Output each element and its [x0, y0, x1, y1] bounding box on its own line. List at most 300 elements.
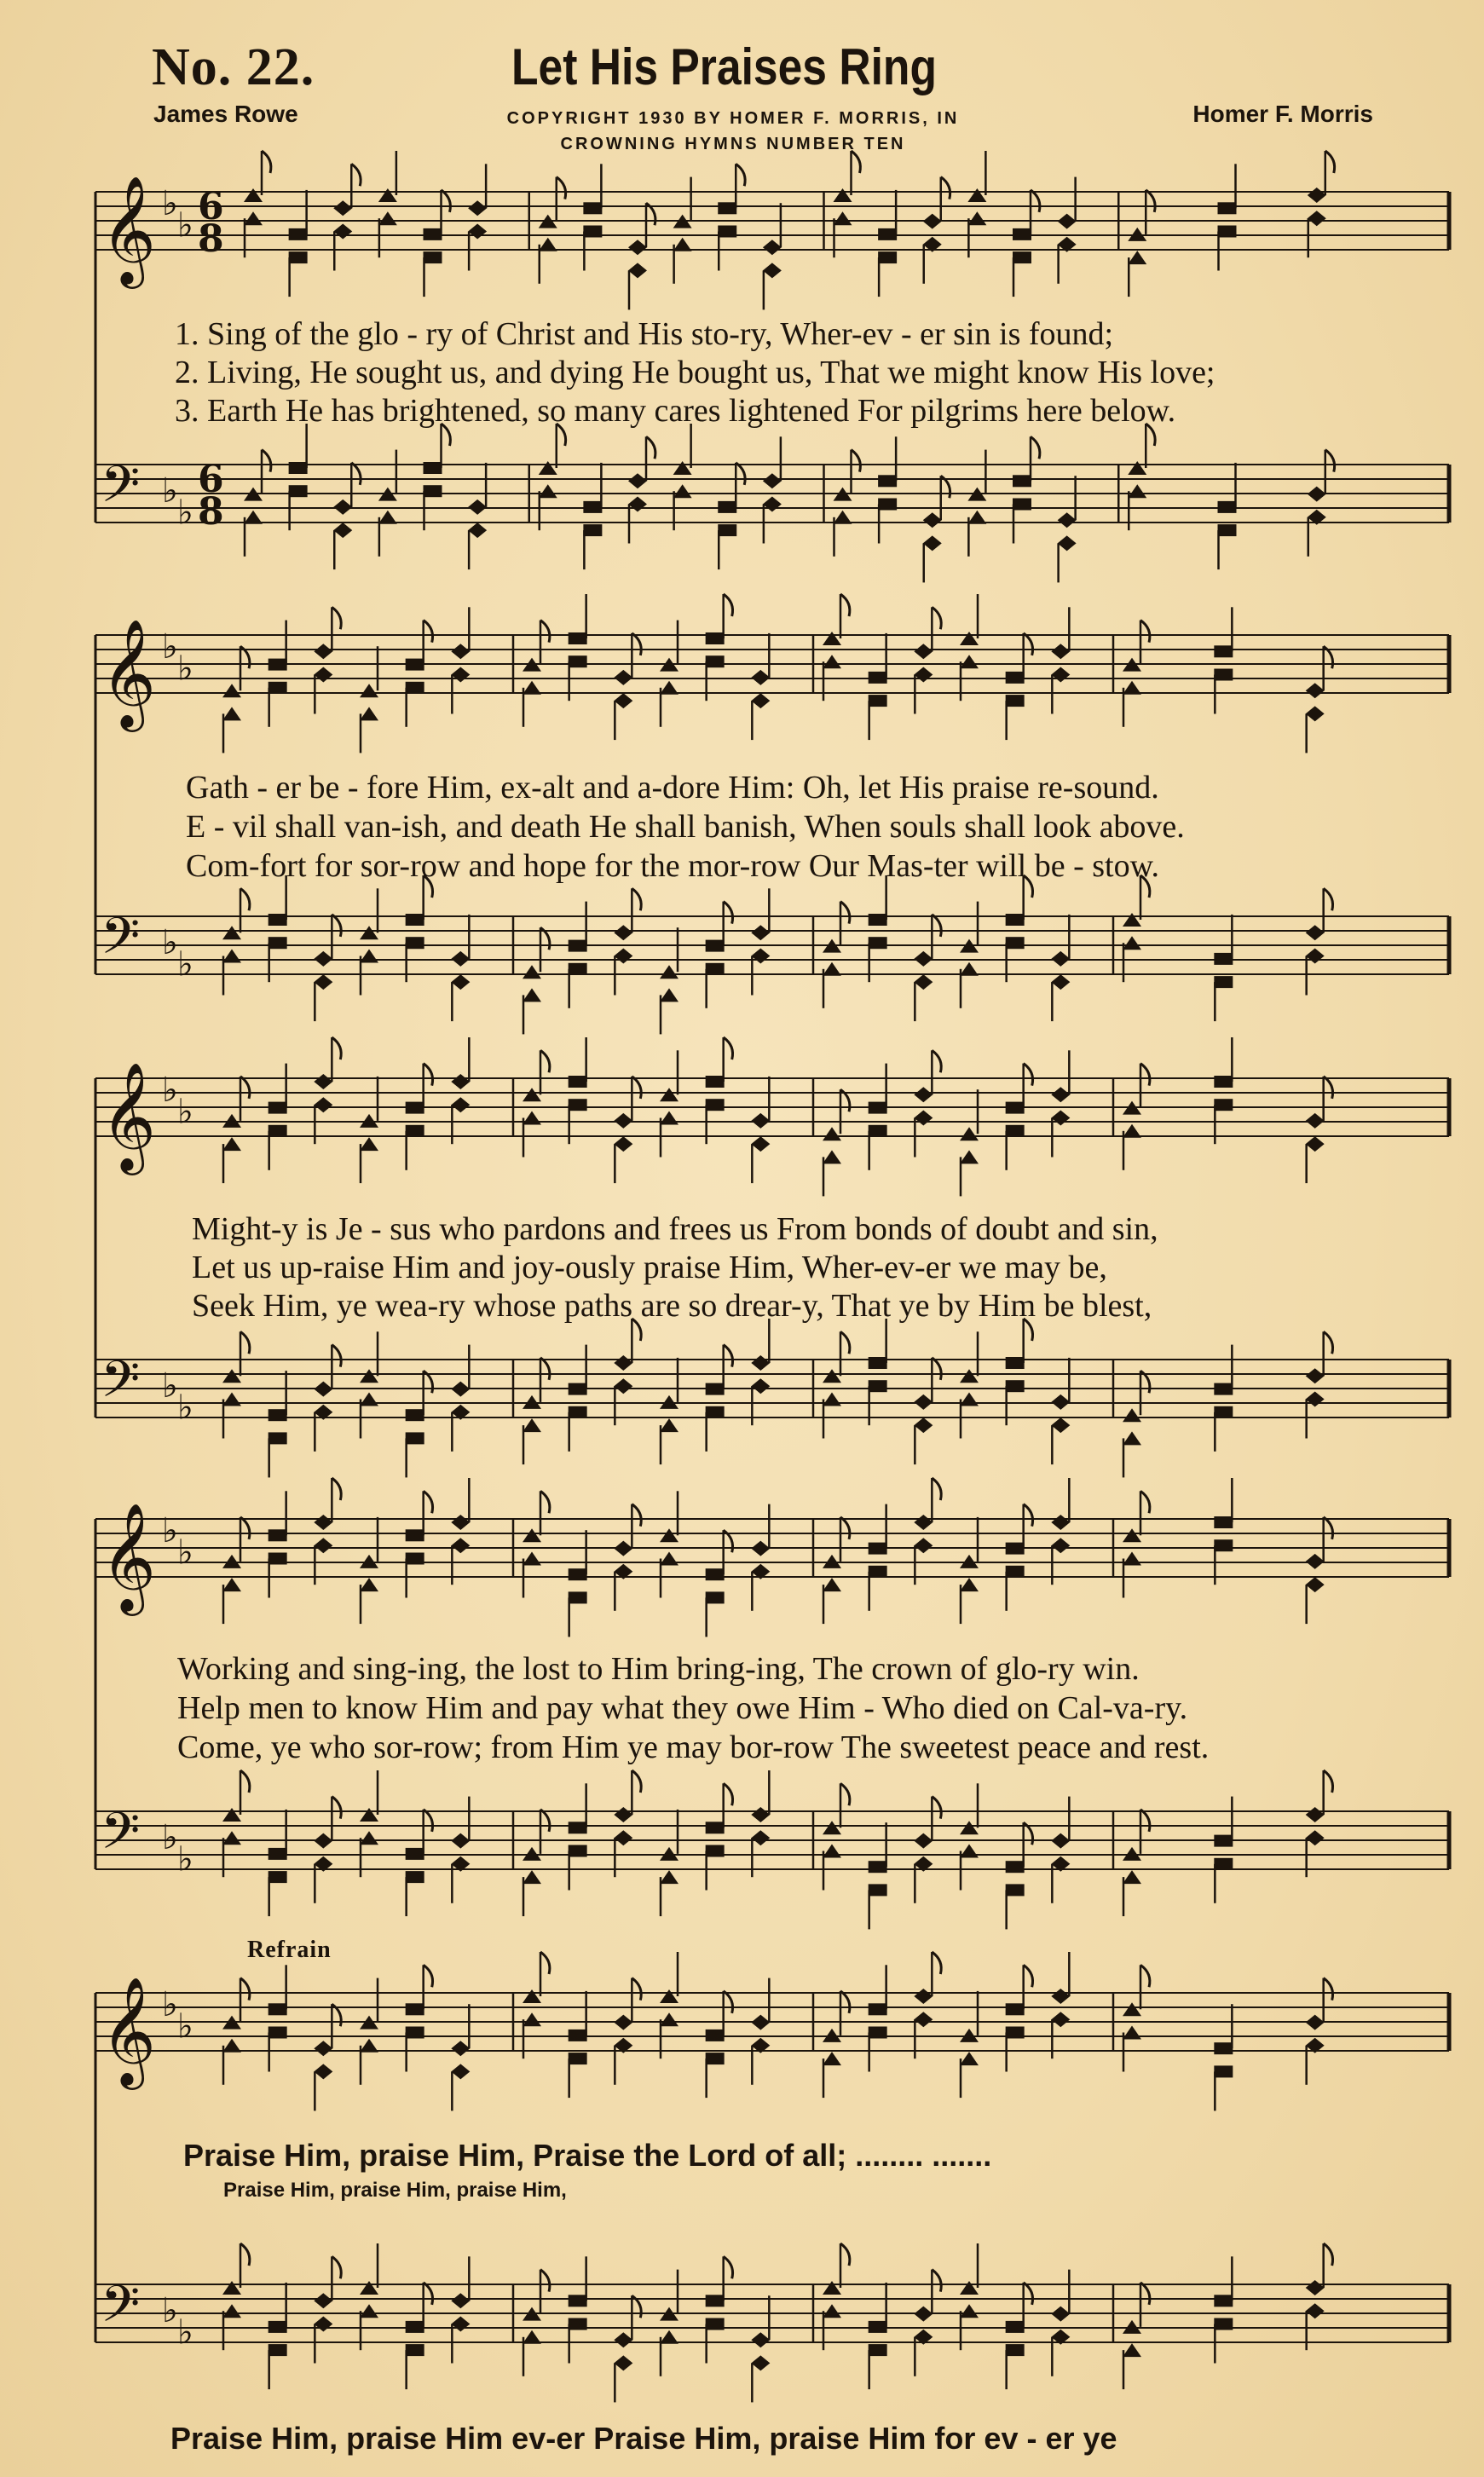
note-flag	[1325, 450, 1335, 472]
shape-note	[960, 1369, 979, 1383]
shape-note	[468, 499, 487, 515]
note-flag	[840, 902, 850, 924]
shape-note	[763, 263, 782, 278]
shape-note	[763, 240, 782, 255]
verse-2-line-1: 2. Living, He sought us, and dying He bought us, That we might know His love;	[175, 355, 1215, 390]
shape-note	[1006, 1102, 1025, 1114]
verse-3-line-4: Come, ye who sor-row; from Him ye may bor-row The sweetest peace and rest.	[177, 1729, 1210, 1765]
verse-2-line-2: E - vil shall van-ish, and death He shall banish, When souls shall look above.	[186, 809, 1185, 845]
shape-note	[451, 2293, 470, 2308]
shape-note	[751, 2355, 770, 2370]
shape-note	[314, 2317, 332, 2332]
shape-note	[1214, 976, 1233, 988]
time-signature-bottom: 8	[198, 217, 224, 261]
note-flag	[1324, 888, 1333, 910]
shape-note	[1214, 2065, 1233, 2077]
time-signature-top: 6	[198, 458, 224, 501]
shape-note	[569, 940, 587, 952]
treble-clef-icon: 𝄞	[101, 1976, 157, 2085]
shape-note	[628, 497, 647, 512]
note-flag	[540, 1050, 550, 1072]
flat-icon: ♭	[177, 1533, 193, 1573]
shape-note	[1051, 1087, 1070, 1102]
shape-note	[1006, 1125, 1025, 1137]
shape-note	[660, 681, 678, 695]
shape-note	[878, 251, 897, 263]
flat-icon: ♭	[162, 2291, 178, 2330]
shape-note	[269, 2344, 287, 2356]
shape-note	[222, 707, 241, 720]
shape-note	[1123, 913, 1141, 927]
shape-note	[751, 693, 770, 708]
shape-note	[869, 2003, 887, 2015]
note-flag	[932, 607, 941, 629]
shape-note	[914, 644, 933, 659]
shape-note	[539, 238, 557, 251]
shape-note	[1006, 1861, 1025, 1873]
shape-note	[222, 2039, 241, 2053]
verse-2-line-4: Help men to know Him and pay what they owe Him - Who died on Cal-va-ry.	[177, 1690, 1188, 1726]
note-flag	[442, 190, 451, 212]
shape-note	[823, 2281, 841, 2295]
shape-note	[960, 1821, 979, 1834]
shape-note	[1306, 2280, 1325, 2295]
verse-1-line-3: Might-y is Je - sus who pardons and frees us From bonds of doubt and sin,	[192, 1211, 1158, 1247]
note-flag	[424, 1064, 433, 1086]
shape-note	[569, 632, 587, 644]
shape-note	[869, 1102, 887, 1114]
shape-note	[673, 238, 692, 251]
flat-icon: ♭	[162, 1985, 178, 2024]
shape-note	[269, 1553, 287, 1565]
note-flag	[840, 1517, 850, 1539]
verse-1-line-2: Gath - er be - fore Him, ex-alt and a-dore Him: Oh, let His praise re-sound.	[186, 770, 1159, 805]
note-flag	[1024, 2283, 1033, 2305]
shape-note	[1051, 1394, 1070, 1410]
note-flag	[736, 463, 745, 485]
shape-note	[1006, 2003, 1025, 2015]
shape-note	[869, 1380, 887, 1392]
shape-note	[1051, 644, 1070, 659]
shape-note	[523, 1111, 541, 1125]
shape-note	[960, 1845, 979, 1858]
shape-note	[960, 655, 979, 668]
shape-note	[1051, 951, 1070, 967]
shape-note	[289, 462, 308, 474]
note-flag	[1324, 2243, 1333, 2266]
shape-note	[823, 1127, 841, 1140]
shape-note	[1006, 914, 1025, 926]
shape-note	[614, 2015, 632, 2030]
shape-note	[1051, 1417, 1070, 1433]
shape-note	[222, 2304, 241, 2318]
shape-note	[269, 682, 287, 694]
shape-note	[1308, 487, 1326, 502]
shape-note	[869, 1566, 887, 1578]
shape-note	[660, 1111, 678, 1125]
shape-note	[269, 1409, 287, 1421]
treble-clef-icon: 𝄞	[101, 618, 157, 727]
shape-note	[222, 1808, 241, 1822]
shape-note	[1006, 2027, 1025, 2039]
note-flag	[424, 1491, 433, 1513]
shape-note	[583, 202, 602, 214]
shape-note	[614, 1136, 632, 1152]
shape-note	[869, 914, 887, 926]
shape-note	[424, 485, 442, 497]
shape-note	[751, 1807, 770, 1822]
shape-note	[660, 1088, 678, 1101]
shape-note	[569, 2295, 587, 2307]
shape-note	[923, 535, 942, 551]
note-flag	[932, 1797, 941, 1819]
refrain-bass-text: Praise Him, praise Him ev-er Praise Him, praise Him for ev - er ye	[170, 2421, 1117, 2456]
shape-note	[1306, 2303, 1325, 2318]
note-flag	[424, 621, 433, 643]
shape-note	[1306, 683, 1325, 698]
shape-note	[1218, 226, 1237, 238]
shape-note	[751, 925, 770, 940]
shape-note	[869, 1543, 887, 1555]
shape-note	[614, 1807, 632, 1822]
shape-note	[823, 655, 841, 668]
shape-note	[706, 2030, 725, 2041]
shape-note	[751, 1136, 770, 1152]
note-flag	[240, 1978, 250, 2001]
shape-note	[1123, 1870, 1141, 1884]
shape-note	[869, 1357, 887, 1369]
shape-note	[1051, 1538, 1070, 1553]
shape-note	[1013, 499, 1031, 511]
refrain-soprano-text: Praise Him, praise Him, Praise the Lord of all; ........ .......	[183, 2138, 992, 2173]
shape-note	[706, 1568, 725, 1580]
shape-note	[914, 1538, 933, 1553]
shape-note	[539, 461, 557, 475]
shape-note	[967, 188, 986, 202]
shape-note	[569, 1383, 587, 1395]
shape-note	[706, 1383, 725, 1395]
shape-note	[823, 1578, 841, 1591]
verse-3-line-2: Com-fort for sor-row and hope for the mor-row Our Mas-ter will be - stow.	[186, 848, 1160, 884]
shape-note	[751, 2015, 770, 2030]
shape-note	[523, 2012, 541, 2026]
shape-note	[1218, 501, 1237, 513]
note-flag	[632, 1978, 641, 2001]
shape-note	[706, 1822, 725, 1833]
shape-note	[706, 2295, 725, 2307]
note-flag	[240, 1770, 250, 1793]
time-signature-top: 6	[198, 185, 224, 228]
shape-note	[1051, 1989, 1070, 2004]
shape-note	[451, 1538, 470, 1553]
shape-note	[222, 1555, 241, 1568]
shape-note	[424, 228, 442, 240]
shape-note	[406, 1871, 424, 1883]
shape-note	[378, 188, 397, 202]
shape-note	[406, 1553, 424, 1565]
shape-note	[1006, 695, 1025, 707]
note-flag	[736, 164, 745, 186]
shape-note	[1006, 1884, 1025, 1896]
note-flag	[240, 2243, 250, 2266]
shape-note	[869, 1125, 887, 1137]
shape-note	[1306, 1577, 1325, 1592]
note-flag	[932, 1478, 941, 1500]
shape-note	[1006, 1357, 1025, 1369]
shape-note	[763, 473, 782, 488]
shape-note	[823, 1845, 841, 1858]
composer-credit: Homer F. Morris	[1192, 101, 1373, 127]
shape-note	[869, 937, 887, 949]
note-flag	[724, 1991, 733, 2013]
note-flag	[424, 2283, 433, 2305]
shape-note	[960, 2304, 979, 2318]
shape-note	[914, 1515, 933, 1530]
shape-note	[222, 950, 241, 963]
shape-note	[660, 1395, 678, 1409]
shape-note	[960, 962, 979, 976]
shape-note	[823, 1369, 841, 1383]
shape-note	[1214, 953, 1233, 965]
shape-note	[1123, 2026, 1141, 2040]
shape-note	[360, 707, 378, 720]
note-flag	[1324, 1331, 1333, 1354]
shape-note	[914, 2307, 933, 2322]
shape-note	[468, 523, 487, 538]
shape-note	[1214, 1406, 1233, 1418]
shape-note	[1214, 2295, 1233, 2307]
bass-clef-icon: 𝄢	[101, 2274, 141, 2346]
refrain-echo-text: Praise Him, praise Him, praise Him,	[223, 2179, 567, 2202]
shape-note	[869, 2321, 887, 2333]
shape-note	[569, 2053, 587, 2064]
shape-note	[289, 228, 308, 240]
shape-note	[960, 1555, 979, 1568]
shape-note	[1058, 214, 1077, 229]
shape-note	[751, 1113, 770, 1129]
shape-note	[569, 1591, 587, 1603]
note-flag	[1031, 436, 1040, 459]
note-flag	[646, 436, 655, 459]
flat-icon: ♭	[177, 2312, 193, 2353]
shape-note	[378, 211, 397, 225]
shape-note	[1214, 1099, 1233, 1111]
shape-note	[751, 2332, 770, 2347]
shape-note	[523, 1552, 541, 1566]
shape-note	[834, 211, 852, 225]
note-flag	[724, 2256, 733, 2278]
note-flag	[632, 1077, 641, 1099]
note-flag	[1324, 1978, 1333, 2001]
note-flag	[332, 607, 341, 629]
note-flag	[840, 594, 850, 616]
shape-note	[751, 1541, 770, 1556]
shape-note	[269, 1848, 287, 1860]
flat-icon: ♭	[177, 493, 193, 533]
shape-note	[660, 988, 678, 1002]
shape-note	[360, 2304, 378, 2318]
shape-note	[583, 524, 602, 536]
shape-note	[451, 1074, 470, 1089]
shape-note	[614, 949, 632, 964]
shape-note	[314, 1538, 332, 1553]
shape-note	[869, 695, 887, 707]
note-flag	[852, 151, 861, 173]
shape-note	[1306, 949, 1325, 964]
shape-note	[360, 684, 378, 697]
note-flag	[840, 1783, 850, 1805]
shape-note	[869, 2027, 887, 2039]
shape-note	[314, 951, 332, 967]
shape-note	[614, 1355, 632, 1371]
shape-note	[269, 2027, 287, 2039]
shape-note	[823, 1150, 841, 1163]
shape-note	[718, 226, 736, 238]
shape-note	[406, 1125, 424, 1137]
shape-note	[706, 1591, 725, 1603]
shape-note	[1051, 1515, 1070, 1530]
shape-note	[718, 202, 736, 214]
shape-note	[523, 1870, 541, 1884]
shape-note	[869, 1884, 887, 1896]
shape-note	[333, 200, 352, 216]
shape-note	[406, 682, 424, 694]
shape-note	[878, 228, 897, 240]
shape-note	[1006, 2344, 1025, 2356]
shape-note	[1306, 1554, 1325, 1569]
shape-note	[914, 951, 933, 967]
shape-note	[628, 240, 647, 255]
note-flag	[1024, 1064, 1033, 1086]
shape-note	[451, 1097, 470, 1112]
note-flag	[840, 1991, 850, 2013]
shape-note	[751, 1830, 770, 1845]
shape-note	[718, 501, 736, 513]
note-flag	[632, 1770, 641, 1793]
shape-note	[1006, 1543, 1025, 1555]
shape-note	[1214, 645, 1233, 657]
shape-note	[569, 1822, 587, 1833]
bass-clef-icon: 𝄢	[101, 454, 141, 526]
shape-note	[406, 2003, 424, 2015]
shape-note	[1123, 2343, 1141, 2357]
shape-note	[660, 2330, 678, 2344]
note-flag	[240, 888, 250, 910]
shape-note	[960, 632, 979, 645]
note-flag	[1324, 1770, 1333, 1793]
note-flag	[240, 1077, 250, 1099]
note-flag	[941, 177, 950, 199]
shape-note	[751, 1378, 770, 1394]
shape-note	[222, 1137, 241, 1151]
shape-note	[406, 2027, 424, 2039]
shape-note	[314, 2293, 332, 2308]
shape-note	[1123, 936, 1141, 950]
note-flag	[932, 1050, 941, 1072]
shape-note	[269, 914, 287, 926]
note-flag	[932, 2270, 941, 2292]
shape-note	[289, 251, 308, 263]
shape-note	[406, 937, 424, 949]
shape-note	[1308, 211, 1326, 226]
shape-note	[914, 1417, 933, 1433]
note-flag	[632, 1504, 641, 1527]
shape-note	[751, 670, 770, 685]
shape-note	[923, 214, 942, 229]
shape-note	[706, 1099, 725, 1111]
note-flag	[724, 1345, 733, 1367]
shape-note	[424, 462, 442, 474]
shape-note	[614, 1830, 632, 1845]
shape-note	[869, 672, 887, 684]
shape-note	[1128, 461, 1146, 475]
shape-note	[706, 963, 725, 975]
shape-note	[751, 1355, 770, 1371]
shape-note	[523, 2330, 541, 2344]
shape-note	[706, 940, 725, 952]
shape-note	[706, 1076, 725, 1088]
shape-note	[360, 1393, 378, 1406]
shape-note	[1306, 1392, 1325, 1407]
shape-note	[1218, 202, 1237, 214]
shape-note	[523, 681, 541, 695]
note-flag	[332, 1797, 341, 1819]
shape-note	[1306, 706, 1325, 721]
note-flag	[540, 1952, 550, 1974]
note-flag	[540, 1491, 550, 1513]
note-flag	[1324, 1517, 1333, 1539]
note-flag	[724, 1037, 733, 1060]
shape-note	[1214, 1383, 1233, 1395]
shape-note	[269, 1529, 287, 1541]
note-flag	[1140, 1810, 1150, 1832]
shape-note	[1058, 512, 1077, 528]
note-flag	[351, 164, 361, 186]
shape-note	[614, 1541, 632, 1556]
shape-note	[314, 1382, 332, 1397]
shape-note	[523, 1989, 541, 2003]
shape-note	[914, 667, 933, 683]
shape-note	[569, 2030, 587, 2041]
shape-note	[1013, 251, 1031, 263]
note-flag	[557, 177, 566, 199]
shape-note	[660, 1528, 678, 1542]
shape-note	[360, 1137, 378, 1151]
shape-note	[660, 1870, 678, 1884]
shape-note	[1306, 2015, 1325, 2030]
shape-note	[523, 965, 541, 979]
note-flag	[1140, 1965, 1150, 1987]
flat-icon: ♭	[162, 923, 178, 962]
shape-note	[823, 1555, 841, 1568]
note-flag	[351, 463, 361, 485]
shape-note	[314, 644, 332, 659]
shape-note	[360, 1114, 378, 1128]
shape-note	[314, 667, 332, 683]
shape-note	[523, 1847, 541, 1861]
shape-note	[360, 926, 378, 939]
time-signature-bottom: 8	[198, 490, 224, 534]
treble-clef-icon: 𝄞	[101, 1061, 157, 1170]
shape-note	[451, 2041, 470, 2056]
shape-note	[1123, 2320, 1141, 2334]
note-flag	[240, 1517, 250, 1539]
shape-note	[751, 949, 770, 964]
shape-note	[614, 1378, 632, 1394]
shape-note	[468, 224, 487, 240]
shape-note	[360, 2281, 378, 2295]
shape-note	[406, 1848, 424, 1860]
